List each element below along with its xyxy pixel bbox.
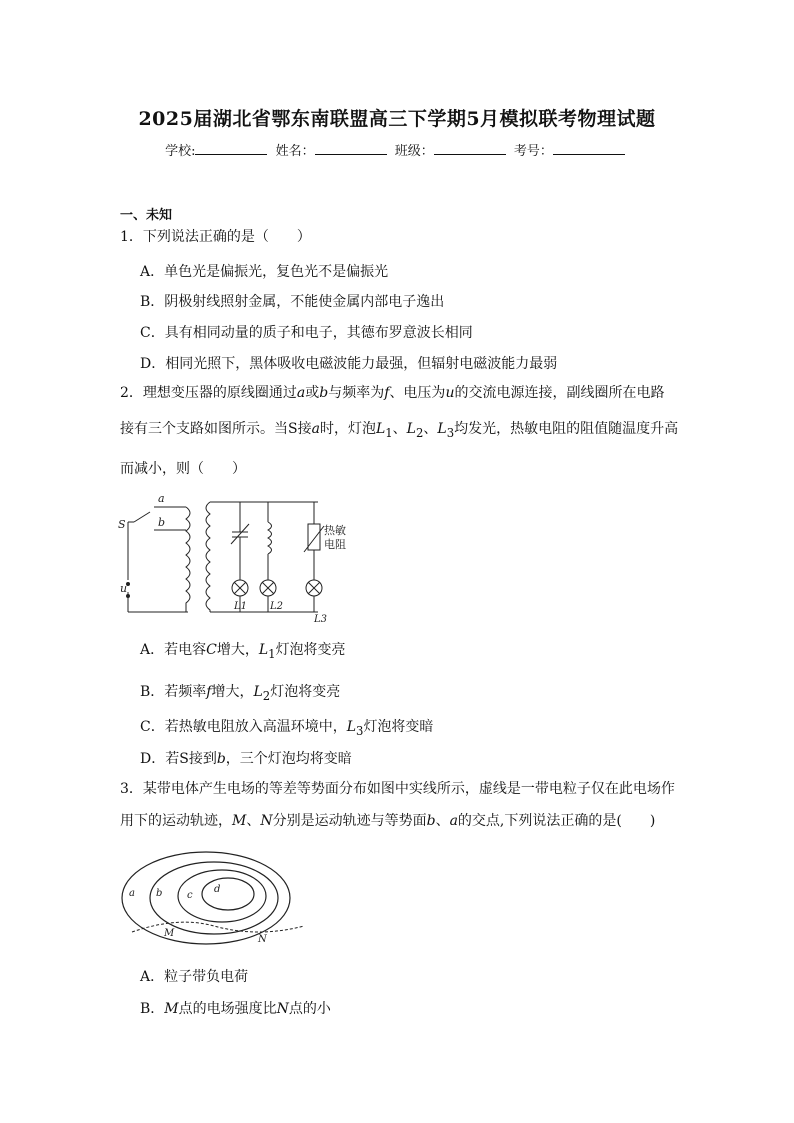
primary-coil <box>186 507 190 612</box>
label-S: S <box>118 518 126 531</box>
switch-blade[interactable] <box>134 512 150 522</box>
label-surface-a: a <box>129 888 135 899</box>
question-2-line-1: 2．理想变压器的原线圈通过a或b与频率为f、电压为u的交流电源连接，副线圈所在电路 <box>120 385 665 401</box>
question-1-option-d: D．相同光照下，黑体吸收电磁波能力最强，但辐射电磁波能力最弱 <box>140 356 558 372</box>
transformer-circuit-figure <box>118 492 358 622</box>
field-class-blank[interactable] <box>434 142 506 155</box>
label-b: b <box>158 516 166 529</box>
field-name-blank[interactable] <box>315 142 387 155</box>
field-school-blank[interactable] <box>195 142 267 155</box>
question-2-option-a: A．若电容C增大，$L_1$灯泡将变亮 <box>140 642 346 661</box>
question-1-stem: 1．下列说法正确的是（ ） <box>120 229 311 245</box>
question-2-stem <box>120 378 680 484</box>
label-thermistor-2: 电阻 <box>324 538 346 551</box>
question-3-option-b: B．M点的电场强度比N点的小 <box>140 1001 331 1017</box>
label-a: a <box>158 492 165 505</box>
question-3-line-1: 3．某带电体产生电场的等差等势面分布如图中实线所示，虚线是一带电粒子仅在此电场作 <box>120 781 675 797</box>
label-surface-d: d <box>214 884 221 895</box>
label-thermistor-1: 热敏 <box>324 524 346 537</box>
equipotential-a <box>122 852 290 944</box>
question-2-option-b: B．若频率f增大，$L_2$灯泡将变亮 <box>140 684 341 703</box>
page-title: 2025届湖北省鄂东南联盟高三下学期5月模拟联考物理试题 <box>138 108 656 130</box>
field-class-label: 班级： <box>394 144 434 159</box>
inductor <box>268 522 272 554</box>
field-name-label: 姓名： <box>275 144 315 159</box>
student-info-line <box>0 140 794 159</box>
question-1-option-c: C．具有相同动量的质子和电子，其德布罗意波长相同 <box>140 325 473 341</box>
label-L3: L3 <box>314 614 328 622</box>
label-u: u <box>120 582 128 595</box>
question-1-option-b: B．阴极射线照射金属，不能使金属内部电子逸出 <box>140 294 445 310</box>
equipotential-figure <box>118 846 308 950</box>
label-point-M: M <box>164 928 175 939</box>
field-number-label: 考号： <box>513 144 553 159</box>
question-2-line-3: 而减小，则（ ） <box>120 460 246 477</box>
secondary-coil <box>206 502 210 612</box>
particle-trajectory <box>132 922 304 932</box>
section-heading: 一、未知 <box>120 208 173 223</box>
label-L1: L1 <box>234 601 248 612</box>
label-surface-b: b <box>156 888 163 899</box>
label-L2: L2 <box>270 601 284 612</box>
equipotential-d <box>202 878 254 910</box>
question-3-option-a: A．粒子带负电荷 <box>140 969 249 985</box>
question-2-option-c: C．若热敏电阻放入高温环境中，$L_3$灯泡将变暗 <box>140 719 434 738</box>
field-number-blank[interactable] <box>553 142 625 155</box>
equipotential-b <box>150 862 278 934</box>
thermistor <box>308 524 320 550</box>
question-3-line-2: 用下的运动轨迹，M、N分别是运动轨迹与等势面b、a的交点,下列说法正确的是( ) <box>120 813 656 829</box>
question-2-option-d: D．若S接到b，三个灯泡均将变暗 <box>140 751 352 767</box>
question-3-stem <box>120 774 680 836</box>
field-school-label: 学校: <box>165 144 196 159</box>
question-2-line-2: 接有三个支路如图所示。当S接a时，灯泡$L_1$、$L_2$、$L_3$均发光，热敏电阻的阻值随温度升高 <box>120 421 679 440</box>
label-point-N: N <box>258 934 267 945</box>
label-surface-c: c <box>187 890 193 901</box>
question-1-option-a: A．单色光是偏振光，复色光不是偏振光 <box>140 264 389 280</box>
